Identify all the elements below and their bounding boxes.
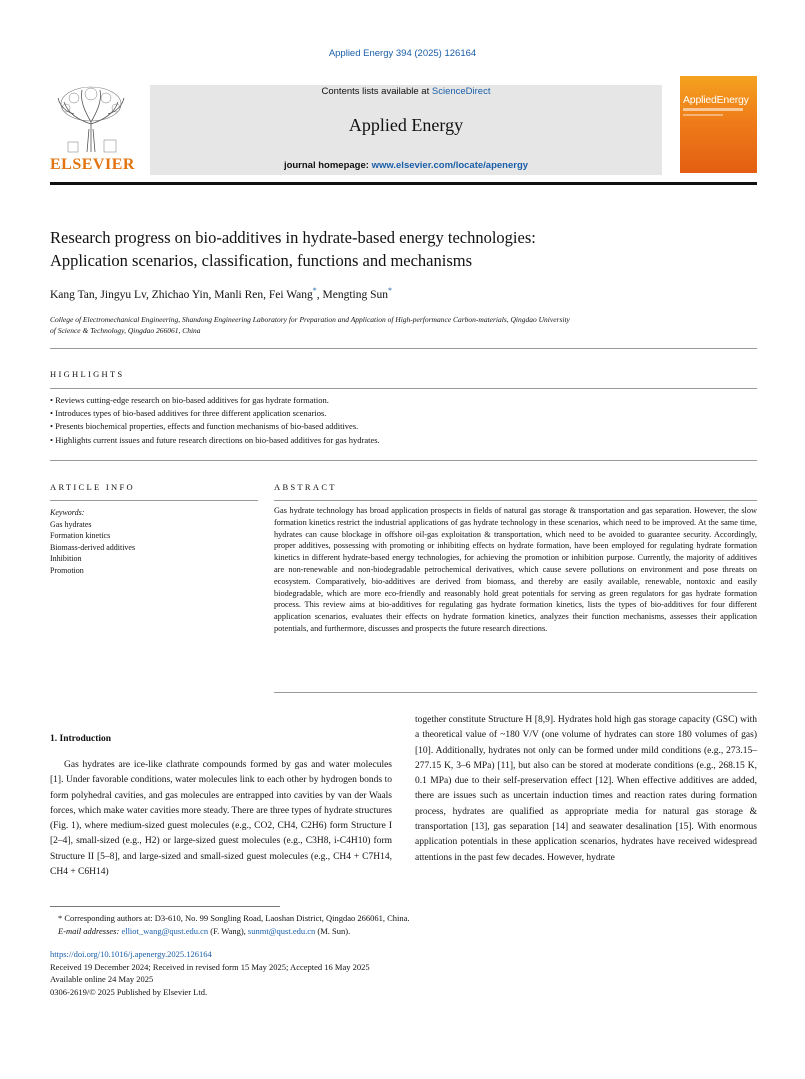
highlight-item: • Highlights current issues and future research directions on bio-based additives for gas hydrates. xyxy=(50,434,380,445)
highlight-item: • Introduces types of bio-based additives for three different application scenarios. xyxy=(50,408,327,419)
keyword: Biomass-derived additives xyxy=(50,542,136,552)
highlights-label: HIGHLIGHTS xyxy=(50,369,125,379)
affiliation xyxy=(50,314,690,336)
author[interactable]: Fei Wang xyxy=(268,288,313,301)
journal-title: Applied Energy xyxy=(348,115,464,135)
author[interactable]: Zhichao Yin xyxy=(151,288,209,301)
email-label: E-mail addresses: xyxy=(58,926,120,936)
elsevier-logo[interactable] xyxy=(50,84,135,176)
elsevier-wordmark: ELSEVIER xyxy=(50,156,135,173)
highlights-list xyxy=(50,394,757,447)
journal-citation[interactable]: Applied Energy 394 (2025) 126164 xyxy=(328,48,477,59)
divider xyxy=(50,348,757,349)
author-list: Kang Tan, Jingyu Lv, Zhichao Yin, Manli Ren, Fei Wang*, Mengting Sun* xyxy=(50,286,393,301)
online-date: Available online 24 May 2025 xyxy=(50,974,154,984)
email-line xyxy=(58,925,758,938)
highlight-text: Introduces types of bio-based additives for three different application scenarios. xyxy=(55,408,327,419)
footnote-rule xyxy=(50,906,280,907)
cover-subtitle-bar xyxy=(683,114,723,116)
cover-title: AppliedEnergy xyxy=(683,94,749,106)
highlight-text: Highlights current issues and future research directions on bio-based additives for gas hydrates. xyxy=(55,434,380,445)
cover-subtitle-bar xyxy=(683,108,743,111)
email-link[interactable]: sunmt@qust.edu.cn xyxy=(247,926,316,936)
elsevier-tree-icon xyxy=(54,84,128,154)
keywords-label: Keywords: xyxy=(50,508,85,517)
intro-text-left: Gas hydrates are ice-like clathrate compounds formed by gas and water molecules [1]. Under favorable conditions, water molecules link to each other by hydrogen bonds to form polyhedral cavities, and gas molecules are entrapped into cavities by van der Waals forces, which make water cavities more steady. There are three types of hydrate structures (Fig. 1), where medium-sized guest molecules (e.g., CO2, CH4, C2H6) form Structure I [2–4], small-sized (e.g., H2) or large-sized guest molecules (e.g., C3H8, i-C4H10) form Structure II [5–8], and large-sized and small-sized guest molecules (e.g., CH4 + C7H14, CH4 + C6H14) xyxy=(50,760,392,878)
keywords-list xyxy=(50,507,250,577)
introduction-heading: 1. Introduction xyxy=(50,734,112,744)
corresponding-star-icon[interactable]: * xyxy=(312,286,317,295)
email-owner: (M. Sun). xyxy=(317,926,351,936)
sciencedirect-link[interactable]: ScienceDirect xyxy=(431,86,491,97)
corresponding-star-icon[interactable]: * xyxy=(388,286,393,295)
email-owner: (F. Wang), xyxy=(210,926,246,936)
contents-line xyxy=(150,86,662,97)
divider xyxy=(50,460,757,461)
author[interactable]: Jingyu Lv xyxy=(100,288,146,301)
homepage-prefix: journal homepage: xyxy=(283,160,372,171)
highlight-text: Presents biochemical properties, effects and function mechanisms of bio-based additives. xyxy=(55,421,359,432)
corresponding-address: * Corresponding authors at: D3-610, No. 99 Songling Road, Laoshan District, Qingdao 266061, China. xyxy=(58,913,410,923)
homepage-link[interactable]: www.elsevier.com/locate/apenergy xyxy=(371,160,529,171)
divider xyxy=(50,500,258,501)
highlight-item: • Presents biochemical properties, effects and function mechanisms of bio-based additives. xyxy=(50,421,359,432)
divider xyxy=(50,388,757,389)
affiliation-line: College of Electromechanical Engineering, Shandong Engineering Laboratory for Preparation and Application of High-performance Carbon-materials, Qingdao University xyxy=(50,315,570,324)
journal-cover-image[interactable] xyxy=(680,76,757,173)
footnote xyxy=(58,912,758,938)
keyword: Formation kinetics xyxy=(50,531,111,541)
keyword: Gas hydrates xyxy=(50,519,92,529)
highlight-item: • Reviews cutting-edge research on bio-based additives for gas hydrate formation. xyxy=(50,395,329,405)
contents-prefix: Contents lists available at xyxy=(321,86,432,97)
article-info-label: ARTICLE INFO xyxy=(50,482,135,492)
article-title xyxy=(50,226,757,272)
author[interactable]: Mengting Sun xyxy=(322,288,389,301)
affiliation-line: of Science & Technology, Qingdao 266061, China xyxy=(50,326,201,335)
keyword: Inhibition xyxy=(50,554,82,564)
intro-text-right: together constitute Structure H [8,9]. Hydrates hold high gas storage capacity (GSC) with a theoretical value of ~180 V/V (one volume of hydrates can store 180 volumes of gas) [10]. Additionally, hydrates not only can be formed under mild conditions (e.g., 273.15–277.15 K, 3–6 MPa) [11], but also can be stored at moderate conditions (e.g., 268.15 K, 0.1 MPa) due to their self-preservation effect [12]. When effective additives are added, there are issues such as uncertain induction times and reaction rates during formation process, hydrates are qualified as appropriate media for natural gas storage & transportation [13], gas separation [14] and seawater desalination [15]. With enormous application potentials in these application scenarios, hydrates have received widespread attentions in the past few decades. However, hydrate xyxy=(415,715,757,863)
doi-link[interactable]: https://doi.org/10.1016/j.apenergy.2025.126164 xyxy=(50,949,212,959)
journal-header-box xyxy=(150,85,662,175)
divider xyxy=(274,500,757,501)
author[interactable]: Kang Tan xyxy=(50,288,95,301)
keyword: Promotion xyxy=(50,565,84,575)
highlight-text: Reviews cutting-edge research on bio-based additives for gas hydrate formation. xyxy=(55,395,329,405)
received-dates: Received 19 December 2024; Received in revised form 15 May 2025; Accepted 16 May 2025 xyxy=(50,961,370,972)
article-footer xyxy=(50,948,370,998)
homepage-line xyxy=(150,160,662,171)
copyright: 0306-2619/© 2025 Published by Elsevier Ltd. xyxy=(50,986,208,997)
title-line: Application scenarios, classification, functions and mechanisms xyxy=(50,251,473,270)
title-line: Research progress on bio-additives in hydrate-based energy technologies: xyxy=(50,228,536,247)
abstract-label: ABSTRACT xyxy=(274,482,337,492)
divider xyxy=(274,692,757,693)
email-link[interactable]: elliot_wang@qust.edu.cn xyxy=(121,926,209,936)
abstract-text: Gas hydrate technology has broad application prospects in fields of natural gas storage & transportation and gas separation. However, the slow formation kinetics restrict the industrial applications of gas hydrate technology in these scenarios, which need to be improved. At the same time, hydrates can cause blockage in offshore oil-gas exploitation & transportation, which need to be avoided to guarantee security. Accordingly, proper additives, possessing with promoting or inhibiting effects on hydrate formation, have been employed for regulating hydrate formation kinetics in different hydrate-based energy technologies, for achieving the promotion or inhibition purpose. Currently, the majority of additives are non-renewable and non-biodegradable petrochemical derivatives, which cause severe pollutions on environment and pose threats on ecosystem. Comparatively, bio-additives are derived from biomass, and thereby are easily available, renewable, nontoxic and easily biodegradable, which are more eco-friendly and reasonably hold great potentials for serving as green regulators for gas hydrate formation process. This review aims at bio-additives for regulating gas hydrate formation kinetics, lists the types of bio-additives for four different application scenarios, evaluates their effects on hydrate formation kinetics, analyzes their function mechanisms, assesses their application potentials, and furthermore, discusses and prospects the future research directions. xyxy=(274,506,757,633)
author[interactable]: Manli Ren xyxy=(214,288,264,301)
header-rule xyxy=(50,182,757,185)
